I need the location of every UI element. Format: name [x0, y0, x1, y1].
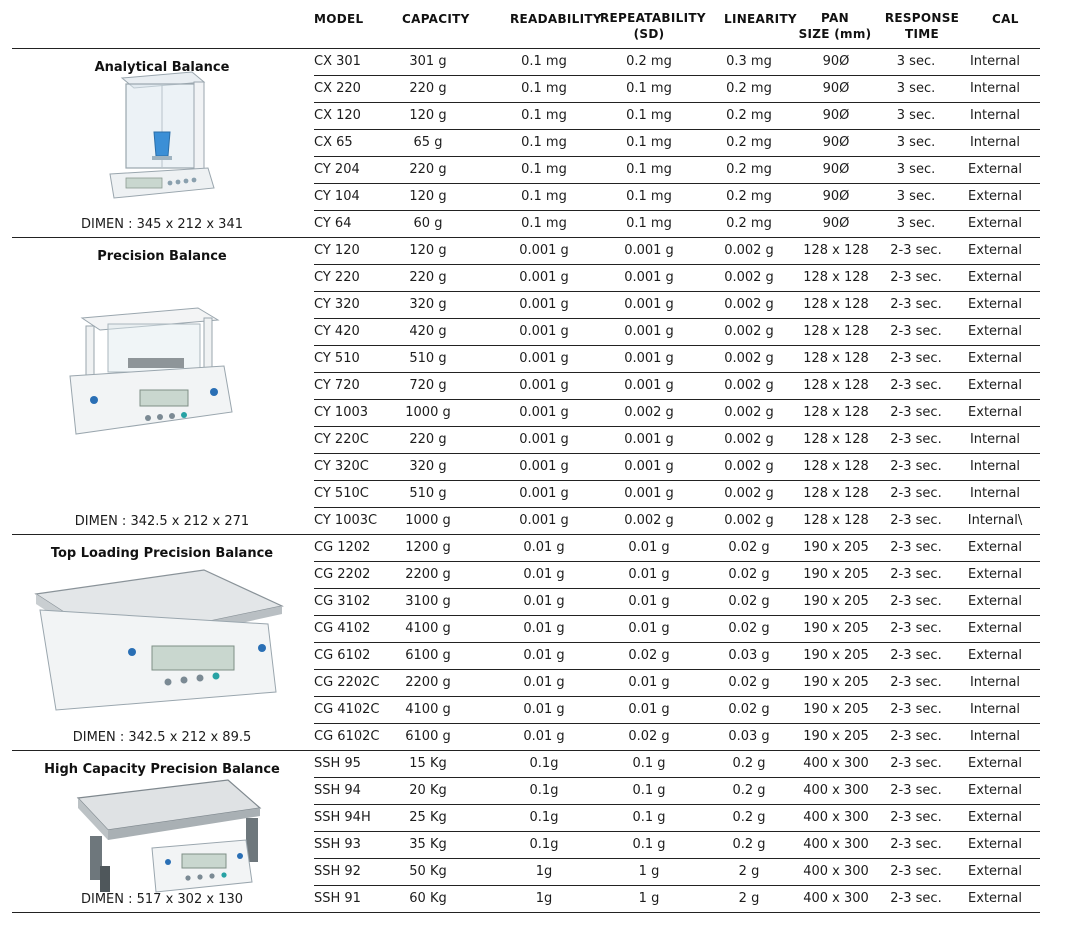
cell-response-time: 2-3 sec. [890, 297, 942, 312]
cell-capacity: 301 g [409, 54, 447, 69]
cell-response-time: 2-3 sec. [890, 837, 942, 852]
cell-model: CY 320C [314, 459, 369, 474]
table-row [0, 480, 1080, 507]
cell-model: CY 1003C [314, 513, 378, 528]
cell-cal: External [968, 189, 1022, 204]
cell-repeatability: 0.001 g [624, 243, 674, 258]
cell-repeatability: 0.02 g [628, 648, 670, 663]
cell-cal: External [968, 270, 1022, 285]
cell-pan-size: 90Ø [822, 135, 850, 150]
cell-pan-size: 190 x 205 [803, 621, 869, 636]
header-capacity: CAPACITY [402, 12, 470, 26]
cell-linearity: 0.002 g [724, 513, 774, 528]
cell-repeatability: 0.1 g [632, 837, 666, 852]
cell-linearity: 0.02 g [728, 567, 770, 582]
cell-cal: External [968, 351, 1022, 366]
cell-response-time: 2-3 sec. [890, 756, 942, 771]
cell-response-time: 2-3 sec. [890, 378, 942, 393]
cell-model: CY 510 [314, 351, 360, 366]
cell-response-time: 2-3 sec. [890, 567, 942, 582]
header-response-line1: RESPONSE [884, 11, 960, 25]
cell-cal: Internal [969, 432, 1021, 447]
cell-readability: 0.1 mg [521, 108, 567, 123]
cell-cal: External [968, 216, 1022, 231]
cell-cal: External [968, 756, 1022, 771]
header-readability: READABILITY [510, 12, 602, 26]
group-divider [12, 912, 1040, 913]
group-dimensions: DIMEN : 342.5 x 212 x 89.5 [72, 730, 252, 745]
top-loading-balance-image [32, 564, 288, 714]
cell-model: SSH 91 [314, 891, 361, 906]
cell-cal: Internal\ [967, 513, 1023, 528]
cell-response-time: 2-3 sec. [890, 540, 942, 555]
precision-balance-image [68, 296, 236, 444]
cell-cal: Internal [969, 135, 1021, 150]
cell-model: SSH 93 [314, 837, 361, 852]
cell-response-time: 3 sec. [896, 108, 936, 123]
cell-readability: 0.001 g [519, 513, 569, 528]
cell-linearity: 0.2 mg [726, 108, 772, 123]
cell-cal: Internal [969, 54, 1021, 69]
cell-repeatability: 0.1 mg [626, 135, 672, 150]
cell-model: CY 720 [314, 378, 360, 393]
cell-response-time: 2-3 sec. [890, 729, 942, 744]
cell-response-time: 2-3 sec. [890, 702, 942, 717]
cell-readability: 0.001 g [519, 459, 569, 474]
cell-repeatability: 0.1 mg [626, 216, 672, 231]
cell-repeatability: 0.1 mg [626, 162, 672, 177]
cell-model: CX 301 [314, 54, 361, 69]
cell-linearity: 0.2 g [732, 783, 766, 798]
cell-cal: External [968, 297, 1022, 312]
cell-repeatability: 0.1 g [632, 810, 666, 825]
cell-cal: External [968, 810, 1022, 825]
cell-model: CY 220C [314, 432, 369, 447]
cell-response-time: 2-3 sec. [890, 405, 942, 420]
cell-model: CG 1202 [314, 540, 371, 555]
cell-linearity: 2 g [738, 864, 760, 879]
high-capacity-balance-image [70, 776, 266, 900]
cell-linearity: 0.002 g [724, 459, 774, 474]
header-pan-size [798, 10, 872, 42]
cell-capacity: 2200 g [405, 567, 451, 582]
cell-model: CX 65 [314, 135, 353, 150]
cell-cal: External [968, 243, 1022, 258]
group-title: Precision Balance [97, 249, 227, 264]
cell-pan-size: 90Ø [822, 54, 850, 69]
cell-response-time: 2-3 sec. [890, 486, 942, 501]
group-title: Top Loading Precision Balance [50, 546, 274, 561]
cell-cal: External [968, 378, 1022, 393]
cell-cal: External [968, 621, 1022, 636]
cell-repeatability: 0.001 g [624, 270, 674, 285]
cell-model: SSH 94H [314, 810, 371, 825]
cell-model: CY 1003 [314, 405, 369, 420]
table-row [0, 453, 1080, 480]
cell-model: CG 2202C [314, 675, 380, 690]
cell-repeatability: 0.1 mg [626, 81, 672, 96]
cell-response-time: 3 sec. [896, 216, 936, 231]
cell-readability: 0.001 g [519, 270, 569, 285]
cell-capacity: 1000 g [405, 513, 451, 528]
cell-repeatability: 0.001 g [624, 432, 674, 447]
cell-cal: Internal [969, 675, 1021, 690]
cell-linearity: 0.002 g [724, 378, 774, 393]
group-dimensions: DIMEN : 345 x 212 x 341 [81, 217, 243, 232]
cell-pan-size: 128 x 128 [803, 270, 869, 285]
cell-pan-size: 128 x 128 [803, 351, 869, 366]
cell-repeatability: 0.1 g [632, 756, 666, 771]
cell-readability: 0.01 g [523, 648, 565, 663]
cell-cal: External [968, 405, 1022, 420]
cell-pan-size: 128 x 128 [803, 486, 869, 501]
cell-cal: External [968, 540, 1022, 555]
cell-capacity: 420 g [409, 324, 447, 339]
header-pan-line1: PAN [821, 11, 849, 25]
cell-pan-size: 90Ø [822, 216, 850, 231]
cell-linearity: 0.002 g [724, 243, 774, 258]
cell-linearity: 0.3 mg [726, 54, 772, 69]
cell-cal: Internal [969, 459, 1021, 474]
cell-readability: 0.001 g [519, 405, 569, 420]
cell-readability: 0.1g [529, 837, 559, 852]
cell-readability: 0.01 g [523, 540, 565, 555]
cell-capacity: 60 Kg [409, 891, 447, 906]
header-response-line2: TIME [905, 27, 939, 41]
cell-repeatability: 0.1 mg [626, 189, 672, 204]
cell-repeatability: 0.1 g [632, 783, 666, 798]
cell-repeatability: 1 g [638, 864, 660, 879]
cell-readability: 1g [535, 891, 553, 906]
cell-model: CG 4102 [314, 621, 371, 636]
cell-repeatability: 0.02 g [628, 729, 670, 744]
header-repeatability-line2: (SD) [633, 27, 665, 41]
cell-readability: 0.001 g [519, 243, 569, 258]
cell-cal: External [968, 567, 1022, 582]
cell-response-time: 2-3 sec. [890, 351, 942, 366]
cell-pan-size: 190 x 205 [803, 729, 869, 744]
cell-cal: External [968, 324, 1022, 339]
cell-repeatability: 0.002 g [624, 513, 674, 528]
cell-pan-size: 128 x 128 [803, 297, 869, 312]
cell-capacity: 220 g [409, 162, 447, 177]
cell-capacity: 720 g [409, 378, 447, 393]
cell-readability: 0.01 g [523, 702, 565, 717]
cell-readability: 0.1 mg [521, 216, 567, 231]
cell-response-time: 2-3 sec. [890, 243, 942, 258]
cell-cal: External [968, 783, 1022, 798]
cell-response-time: 2-3 sec. [890, 621, 942, 636]
cell-linearity: 0.2 mg [726, 189, 772, 204]
cell-repeatability: 0.01 g [628, 540, 670, 555]
cell-repeatability: 1 g [638, 891, 660, 906]
cell-readability: 0.001 g [519, 297, 569, 312]
cell-model: CX 120 [314, 108, 361, 123]
cell-repeatability: 0.1 mg [626, 108, 672, 123]
cell-model: SSH 92 [314, 864, 361, 879]
cell-pan-size: 90Ø [822, 108, 850, 123]
cell-response-time: 2-3 sec. [890, 459, 942, 474]
cell-linearity: 0.002 g [724, 351, 774, 366]
cell-cal: Internal [969, 702, 1021, 717]
cell-repeatability: 0.01 g [628, 702, 670, 717]
cell-pan-size: 400 x 300 [803, 783, 869, 798]
table-row [0, 264, 1080, 291]
cell-response-time: 2-3 sec. [890, 891, 942, 906]
cell-linearity: 0.002 g [724, 324, 774, 339]
cell-pan-size: 400 x 300 [803, 891, 869, 906]
cell-repeatability: 0.001 g [624, 351, 674, 366]
cell-pan-size: 128 x 128 [803, 459, 869, 474]
cell-linearity: 0.2 g [732, 837, 766, 852]
cell-pan-size: 190 x 205 [803, 675, 869, 690]
cell-readability: 0.1g [529, 756, 559, 771]
cell-model: CG 3102 [314, 594, 371, 609]
cell-readability: 0.01 g [523, 621, 565, 636]
cell-response-time: 2-3 sec. [890, 324, 942, 339]
cell-linearity: 0.002 g [724, 270, 774, 285]
cell-cal: External [968, 837, 1022, 852]
cell-linearity: 0.02 g [728, 675, 770, 690]
cell-readability: 0.01 g [523, 567, 565, 582]
cell-cal: Internal [969, 729, 1021, 744]
cell-capacity: 220 g [409, 81, 447, 96]
cell-model: CY 220 [314, 270, 360, 285]
cell-pan-size: 190 x 205 [803, 540, 869, 555]
cell-model: CY 120 [314, 243, 360, 258]
cell-linearity: 0.002 g [724, 405, 774, 420]
cell-repeatability: 0.001 g [624, 297, 674, 312]
cell-capacity: 25 Kg [409, 810, 447, 825]
header-cal: CAL [992, 12, 1019, 26]
cell-capacity: 120 g [409, 189, 447, 204]
cell-readability: 0.001 g [519, 378, 569, 393]
cell-pan-size: 90Ø [822, 162, 850, 177]
cell-cal: External [968, 648, 1022, 663]
cell-model: CY 104 [314, 189, 360, 204]
cell-cal: Internal [969, 108, 1021, 123]
cell-response-time: 3 sec. [896, 54, 936, 69]
header-repeatability-line1: REPEATABILITY [600, 11, 706, 25]
cell-model: SSH 95 [314, 756, 361, 771]
cell-pan-size: 190 x 205 [803, 702, 869, 717]
cell-pan-size: 128 x 128 [803, 243, 869, 258]
cell-readability: 0.1 mg [521, 135, 567, 150]
cell-repeatability: 0.2 mg [626, 54, 672, 69]
analytical-balance-image [104, 70, 219, 210]
cell-repeatability: 0.001 g [624, 324, 674, 339]
cell-response-time: 2-3 sec. [890, 648, 942, 663]
cell-readability: 1g [535, 864, 553, 879]
cell-capacity: 510 g [409, 486, 447, 501]
cell-model: CY 64 [314, 216, 352, 231]
cell-capacity: 20 Kg [409, 783, 447, 798]
cell-pan-size: 128 x 128 [803, 513, 869, 528]
header-linearity: LINEARITY [724, 12, 797, 26]
cell-capacity: 6100 g [405, 729, 451, 744]
cell-model: CX 220 [314, 81, 361, 96]
cell-readability: 0.01 g [523, 729, 565, 744]
cell-linearity: 0.03 g [728, 729, 770, 744]
cell-pan-size: 128 x 128 [803, 378, 869, 393]
cell-model: CG 4102C [314, 702, 380, 717]
cell-linearity: 0.2 g [732, 756, 766, 771]
cell-linearity: 0.2 g [732, 810, 766, 825]
cell-linearity: 0.002 g [724, 432, 774, 447]
cell-response-time: 2-3 sec. [890, 594, 942, 609]
cell-cal: External [968, 162, 1022, 177]
cell-readability: 0.1 mg [521, 162, 567, 177]
group-title: High Capacity Precision Balance [44, 762, 280, 777]
cell-capacity: 3100 g [405, 594, 451, 609]
cell-linearity: 0.02 g [728, 621, 770, 636]
cell-linearity: 0.02 g [728, 702, 770, 717]
cell-response-time: 2-3 sec. [890, 864, 942, 879]
group-title: Analytical Balance [94, 60, 230, 75]
cell-linearity: 0.2 mg [726, 216, 772, 231]
cell-capacity: 2200 g [405, 675, 451, 690]
cell-response-time: 2-3 sec. [890, 675, 942, 690]
cell-capacity: 1000 g [405, 405, 451, 420]
cell-linearity: 0.03 g [728, 648, 770, 663]
cell-capacity: 1200 g [405, 540, 451, 555]
cell-cal: Internal [969, 81, 1021, 96]
cell-readability: 0.1 mg [521, 54, 567, 69]
cell-repeatability: 0.01 g [628, 675, 670, 690]
cell-capacity: 120 g [409, 243, 447, 258]
cell-response-time: 2-3 sec. [890, 513, 942, 528]
cell-repeatability: 0.002 g [624, 405, 674, 420]
cell-linearity: 0.02 g [728, 540, 770, 555]
cell-model: CY 420 [314, 324, 360, 339]
cell-readability: 0.01 g [523, 675, 565, 690]
cell-model: CY 204 [314, 162, 360, 177]
cell-model: SSH 94 [314, 783, 361, 798]
group-dimensions: DIMEN : 517 x 302 x 130 [81, 892, 243, 907]
header-model: MODEL [314, 12, 364, 26]
cell-pan-size: 190 x 205 [803, 567, 869, 582]
cell-model: CY 510C [314, 486, 369, 501]
cell-pan-size: 190 x 205 [803, 594, 869, 609]
cell-capacity: 120 g [409, 108, 447, 123]
cell-response-time: 2-3 sec. [890, 783, 942, 798]
cell-linearity: 0.002 g [724, 297, 774, 312]
cell-linearity: 0.2 mg [726, 162, 772, 177]
cell-repeatability: 0.001 g [624, 378, 674, 393]
cell-response-time: 2-3 sec. [890, 270, 942, 285]
cell-pan-size: 90Ø [822, 189, 850, 204]
cell-response-time: 3 sec. [896, 135, 936, 150]
cell-pan-size: 128 x 128 [803, 405, 869, 420]
cell-repeatability: 0.001 g [624, 459, 674, 474]
cell-capacity: 320 g [409, 297, 447, 312]
cell-capacity: 15 Kg [409, 756, 447, 771]
cell-repeatability: 0.001 g [624, 486, 674, 501]
cell-capacity: 65 g [413, 135, 443, 150]
cell-readability: 0.1g [529, 783, 559, 798]
cell-pan-size: 400 x 300 [803, 837, 869, 852]
cell-pan-size: 128 x 128 [803, 324, 869, 339]
cell-pan-size: 400 x 300 [803, 756, 869, 771]
cell-linearity: 2 g [738, 891, 760, 906]
cell-repeatability: 0.01 g [628, 594, 670, 609]
cell-repeatability: 0.01 g [628, 621, 670, 636]
cell-capacity: 6100 g [405, 648, 451, 663]
cell-response-time: 2-3 sec. [890, 810, 942, 825]
cell-capacity: 50 Kg [409, 864, 447, 879]
cell-cal: Internal [969, 486, 1021, 501]
cell-capacity: 220 g [409, 270, 447, 285]
cell-cal: External [968, 594, 1022, 609]
cell-readability: 0.01 g [523, 594, 565, 609]
cell-readability: 0.1 mg [521, 81, 567, 96]
cell-readability: 0.001 g [519, 351, 569, 366]
cell-pan-size: 190 x 205 [803, 648, 869, 663]
cell-response-time: 2-3 sec. [890, 432, 942, 447]
cell-model: CG 2202 [314, 567, 371, 582]
cell-readability: 0.001 g [519, 324, 569, 339]
cell-capacity: 510 g [409, 351, 447, 366]
cell-cal: External [968, 891, 1022, 906]
cell-readability: 0.1g [529, 810, 559, 825]
group-dimensions: DIMEN : 342.5 x 212 x 271 [74, 514, 250, 529]
header-repeatability [600, 10, 706, 42]
cell-capacity: 60 g [413, 216, 443, 231]
cell-pan-size: 90Ø [822, 81, 850, 96]
cell-response-time: 3 sec. [896, 189, 936, 204]
cell-cal: External [968, 864, 1022, 879]
cell-pan-size: 128 x 128 [803, 432, 869, 447]
cell-response-time: 3 sec. [896, 81, 936, 96]
cell-pan-size: 400 x 300 [803, 864, 869, 879]
cell-repeatability: 0.01 g [628, 567, 670, 582]
cell-model: CY 320 [314, 297, 360, 312]
header-response-time [884, 10, 960, 42]
cell-capacity: 35 Kg [409, 837, 447, 852]
cell-readability: 0.001 g [519, 432, 569, 447]
cell-capacity: 4100 g [405, 621, 451, 636]
cell-pan-size: 400 x 300 [803, 810, 869, 825]
header-pan-line2: SIZE (mm) [798, 27, 872, 41]
cell-linearity: 0.2 mg [726, 81, 772, 96]
cell-response-time: 3 sec. [896, 162, 936, 177]
cell-capacity: 220 g [409, 432, 447, 447]
cell-capacity: 4100 g [405, 702, 451, 717]
cell-model: CG 6102 [314, 648, 371, 663]
cell-readability: 0.001 g [519, 486, 569, 501]
cell-linearity: 0.02 g [728, 594, 770, 609]
cell-readability: 0.1 mg [521, 189, 567, 204]
cell-linearity: 0.2 mg [726, 135, 772, 150]
cell-linearity: 0.002 g [724, 486, 774, 501]
cell-capacity: 320 g [409, 459, 447, 474]
cell-model: CG 6102C [314, 729, 380, 744]
